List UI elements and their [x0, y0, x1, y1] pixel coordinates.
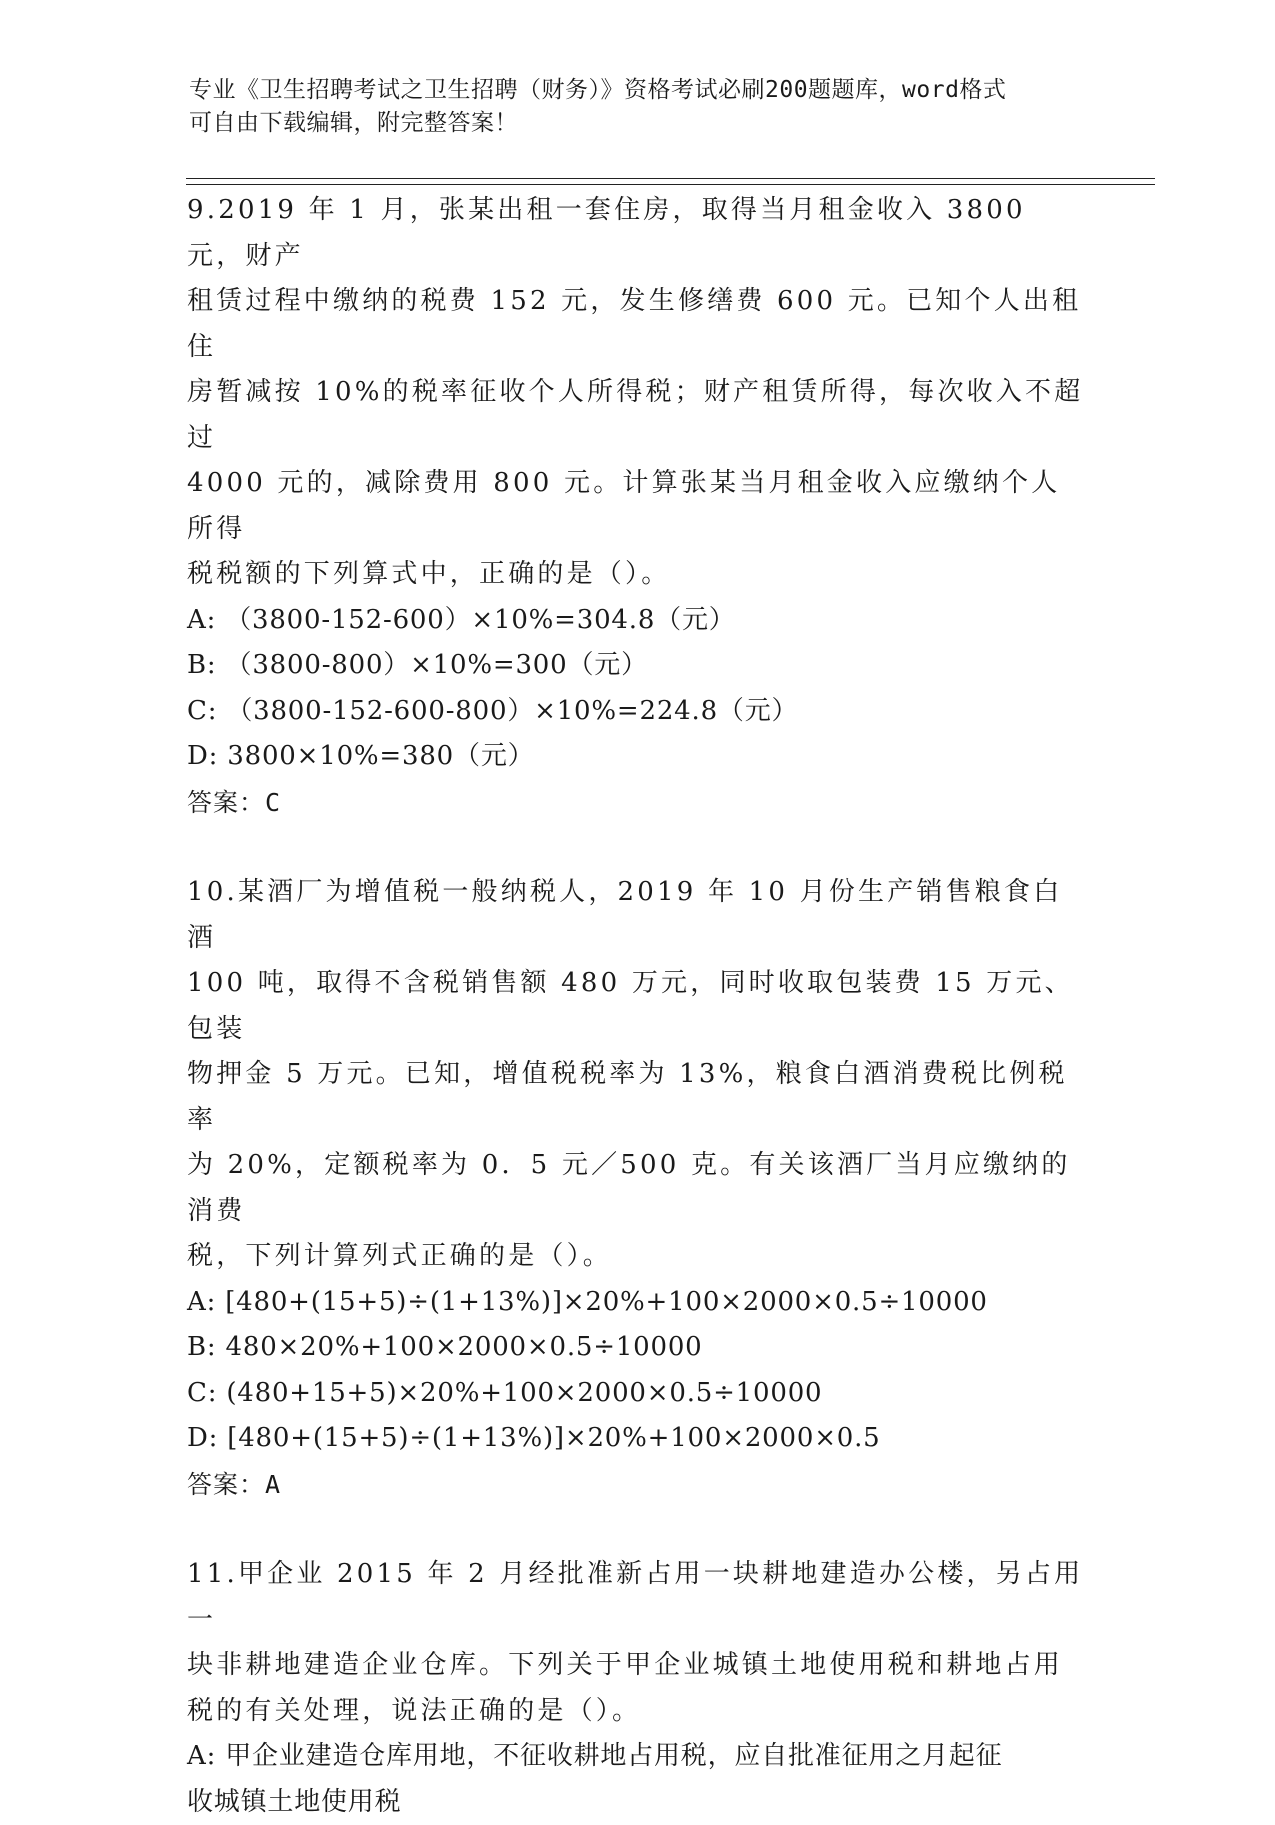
question-spacer [187, 1507, 1087, 1552]
option-a: A: 甲企业建造仓库用地，不征收耕地占用税，应自批准征用之月起征 [187, 1734, 1087, 1780]
option-c: C: (480+15+5)×20%+100×2000×0.5÷10000 [187, 1371, 1087, 1417]
header-title-line-1: 专业《卫生招聘考试之卫生招聘（财务）》资格考试必刷200题题库，word格式 [189, 74, 1089, 107]
question-stem-line: 税税额的下列算式中，正确的是（）。 [187, 552, 1087, 598]
header-title-line-2: 可自由下载编辑，附完整答案！ [189, 107, 1089, 140]
question-stem-line: 税，下列计算列式正确的是（）。 [187, 1234, 1087, 1280]
option-a-continued: 收城镇土地使用税 [187, 1780, 1087, 1825]
question-10 [187, 870, 1087, 1507]
question-list [187, 188, 1087, 1825]
option-d: D: 3800×10%=380（元） [187, 734, 1087, 780]
question-stem-line: 为 20%，定额税率为 0．5 元／500 克。有关该酒厂当月应缴纳的消费 [187, 1143, 1087, 1234]
option-a: A: （3800-152-600）×10%=304.8（元） [187, 598, 1087, 644]
option-d: D: [480+(15+5)÷(1+13%)]×20%+100×2000×0.5 [187, 1416, 1087, 1462]
answer-label: 答案：C [187, 780, 1087, 826]
option-b: B: （3800-800）×10%=300（元） [187, 643, 1087, 689]
question-stem-line: 税的有关处理，说法正确的是（）。 [187, 1689, 1087, 1735]
option-c: C: （3800-152-600-800）×10%=224.8（元） [187, 689, 1087, 735]
option-b: B: 480×20%+100×2000×0.5÷10000 [187, 1325, 1087, 1371]
header-divider-top [186, 178, 1155, 179]
question-stem-line: 11.甲企业 2015 年 2 月经批准新占用一块耕地建造办公楼，另占用一 [187, 1552, 1087, 1643]
header-divider-bottom [186, 184, 1155, 185]
question-stem-line: 块非耕地建造企业仓库。下列关于甲企业城镇土地使用税和耕地占用 [187, 1643, 1087, 1689]
question-stem-line: 房暂减按 10%的税率征收个人所得税；财产租赁所得，每次收入不超过 [187, 370, 1087, 461]
question-stem-line: 物押金 5 万元。已知，增值税税率为 13%，粮食白酒消费税比例税率 [187, 1052, 1087, 1143]
question-stem-line: 租赁过程中缴纳的税费 152 元，发生修缮费 600 元。已知个人出租住 [187, 279, 1087, 370]
answer-label: 答案：A [187, 1462, 1087, 1508]
question-11 [187, 1552, 1087, 1825]
page-header [189, 74, 1089, 140]
question-stem-line: 100 吨，取得不含税销售额 480 万元，同时收取包装费 15 万元、包装 [187, 961, 1087, 1052]
question-9 [187, 188, 1087, 825]
question-spacer [187, 825, 1087, 870]
question-stem-line: 10.某酒厂为增值税一般纳税人，2019 年 10 月份生产销售粮食白酒 [187, 870, 1087, 961]
question-stem-line: 4000 元的，减除费用 800 元。计算张某当月租金收入应缴纳个人所得 [187, 461, 1087, 552]
option-a: A: [480+(15+5)÷(1+13%)]×20%+100×2000×0.5÷10000 [187, 1280, 1087, 1326]
question-stem-line: 9.2019 年 1 月，张某出租一套住房，取得当月租金收入 3800 元，财产 [187, 188, 1087, 279]
